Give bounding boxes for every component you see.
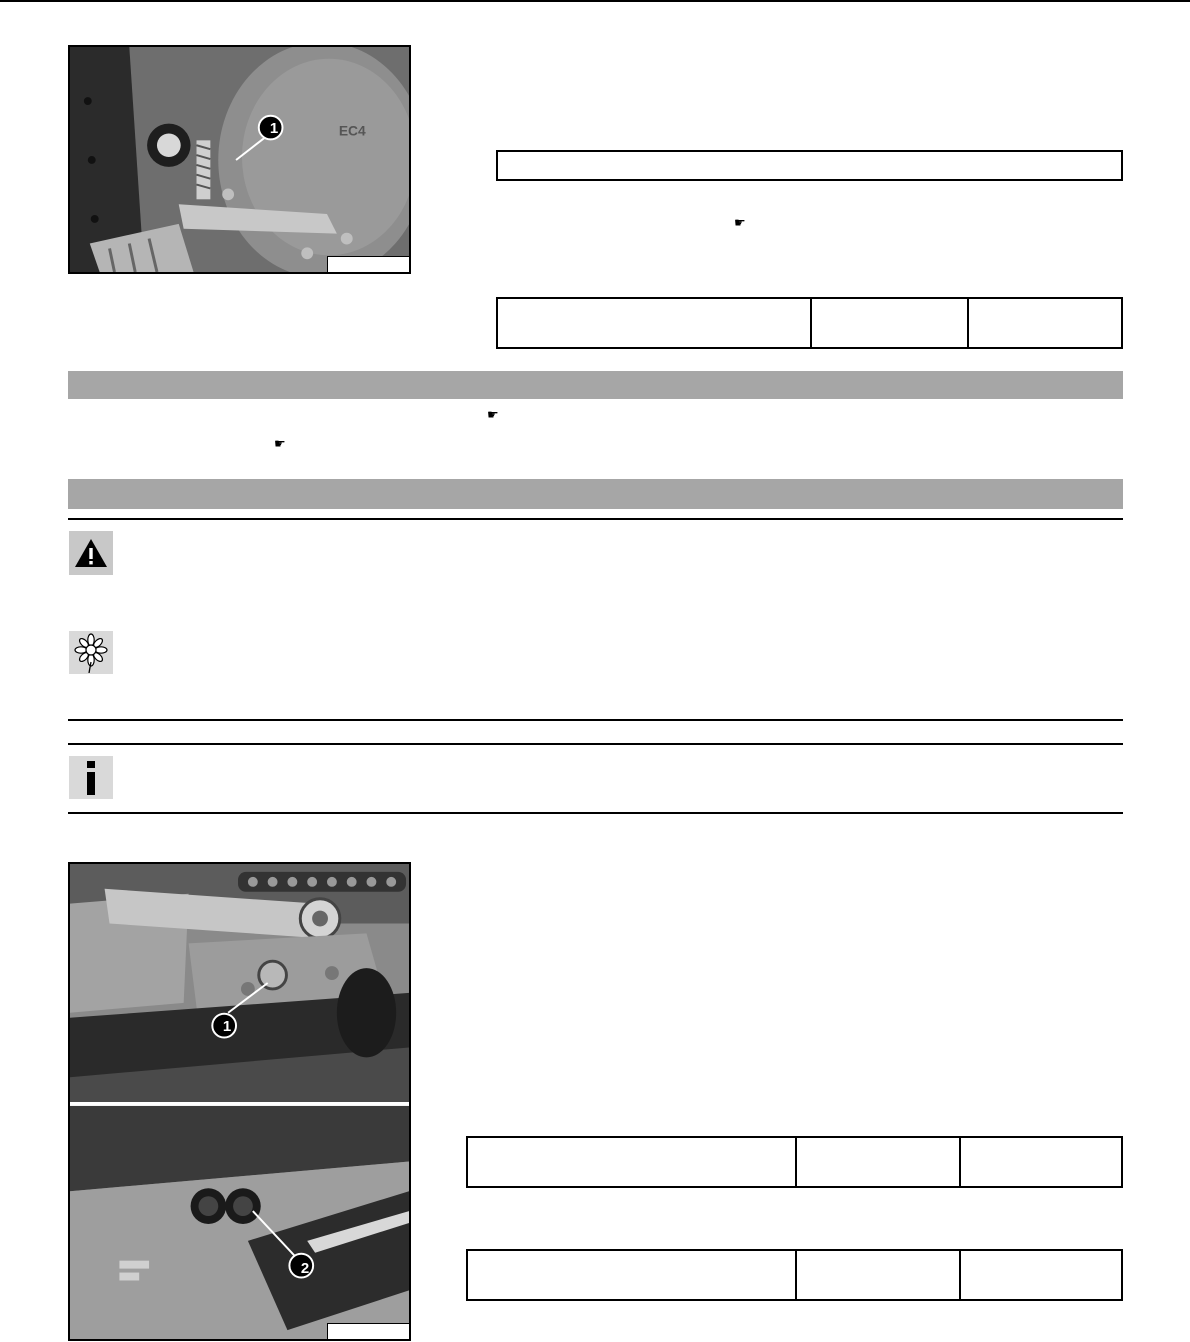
engine-cover-photo (68, 45, 411, 274)
spec-table-1-cell-label (498, 299, 810, 347)
spec-table-1-cell-value (810, 299, 967, 347)
pointing-hand-icon: ☛ (734, 215, 746, 230)
spec-table-2-cell-label (468, 1138, 795, 1186)
pointing-hand-icon: ☛ (487, 407, 499, 422)
warning-triangle-icon (69, 531, 113, 575)
warning-block-top-rule (68, 518, 1123, 520)
spec-table-3-cell-label (468, 1251, 795, 1299)
info-icon (69, 756, 113, 799)
flower-icon (69, 631, 113, 674)
spec-table-2-cell-unit (959, 1138, 1121, 1186)
spec-table-2-cell-value (795, 1138, 959, 1186)
callout-1-label: 1 (222, 1018, 232, 1035)
svg-text:EC4: EC4 (338, 123, 366, 139)
drain-plug-photo (68, 862, 411, 1341)
info-block-top-rule (68, 743, 1123, 745)
spec-box (496, 150, 1123, 181)
photo-tag (327, 256, 410, 273)
section-bar-2 (68, 479, 1123, 509)
warning-block-bottom-rule (68, 719, 1123, 721)
page-top-rule (0, 0, 1190, 2)
spec-table-2 (466, 1136, 1123, 1188)
spec-table-1-cell-unit (967, 299, 1121, 347)
callout-1-label: 1 (269, 120, 279, 137)
spec-table-3-cell-value (795, 1251, 959, 1299)
section-bar-1 (68, 371, 1123, 399)
spec-table-3 (466, 1249, 1123, 1301)
photo-tag (327, 1323, 410, 1340)
pointing-hand-icon: ☛ (274, 436, 286, 451)
callout-2-label: 2 (300, 1260, 310, 1277)
spec-table-3-cell-unit (959, 1251, 1121, 1299)
info-block-bottom-rule (68, 812, 1123, 814)
spec-table-1 (496, 297, 1123, 349)
